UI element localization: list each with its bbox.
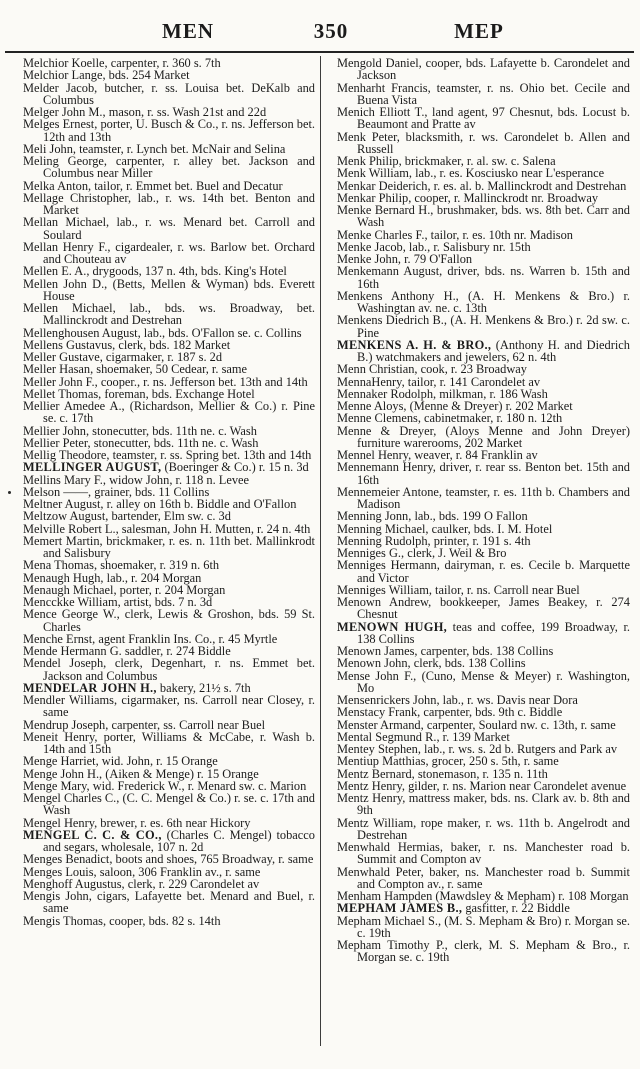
directory-entry: Mellier John, stonecutter, bds. 11th ne. c. Wash (23, 423, 257, 438)
directory-entry: Meling George, carpenter, r. alley bet. Jackson and Columbus near Miller (23, 154, 315, 181)
directory-entry: Mental Segmund R., r. 139 Market (337, 729, 510, 744)
entry-name-bold: MENGEL C. C. & CO., (23, 827, 162, 842)
directory-entry: Mepham Timothy P., clerk, M. S. Mepham & Bro., r. Morgan se. c. 19th (337, 938, 630, 965)
directory-entry: Mentey Stephen, lab., r. ws. s. 2d b. Rutgers and Park av (337, 742, 618, 756)
directory-entry: MENOWN HUGH, teas and coffee, 199 Broadway, r. 138 Collins (337, 619, 631, 646)
directory-entry: Mennaker Rodolph, milkman, r. 186 Wash (337, 386, 548, 401)
directory-entry: Mendler Williams, cigarmaker, ns. Carroll near Closey, r. same (23, 693, 315, 720)
directory-entry: Menke John, r. 79 O'Fallon (337, 252, 473, 266)
directory-entry: Menwhald Hermias, baker, r. ns. Manchester road b. Summit and Compton av (337, 840, 630, 867)
directory-entry: Menk Philip, brickmaker, r. al. sw. c. Salena (337, 154, 556, 168)
directory-entry: Mendel Joseph, clerk, Degenhart, r. ns. Emmet bet. Jackson and Columbus (23, 656, 315, 683)
directory-entry: Mellier Amedee A., (Richardson, Mellier & Co.) r. Pine se. c. 17th (23, 399, 315, 426)
directory-entry: Mellan Michael, lab., r. ws. Menard bet. Carroll and Soulard (23, 215, 315, 242)
directory-entry: Menown James, carpenter, bds. 138 Collins (337, 644, 554, 658)
header-right-guide-word: MEP (454, 19, 504, 43)
directory-entry: Menges Louis, saloon, 306 Franklin av., r. same (23, 864, 261, 879)
directory-entry: Menaugh Hugh, lab., r. 204 Morgan (23, 570, 202, 585)
directory-entry: Menharht Francis, teamster, r. ns. Ohio bet. Cecile and Buena Vista (337, 80, 630, 107)
directory-entry: Menning Michael, caulker, bds. I. M. Hotel (337, 521, 553, 536)
directory-entry: Melson ——, grainer, bds. 11 Collins (23, 486, 315, 498)
directory-entry: MENKENS A. H. & BRO., (Anthony H. and Diedrich B.) watchmakers and jewelers, 62 n. 4th (337, 337, 630, 364)
directory-entry: Mepham Michael S., (M. S. Mepham & Bro) r. Morgan se. c. 19th (337, 913, 630, 940)
entry-name-bold: MENKENS A. H. & BRO., (337, 337, 492, 352)
directory-entry: Menniges G., clerk, J. Weil & Bro (337, 546, 507, 560)
directory-entry: Mellig Theodore, teamster, r. ss. Spring bet. 13th and 14th (23, 448, 312, 462)
directory-entry: Menn Christian, cook, r. 23 Broadway (337, 362, 527, 377)
directory-entry: Menwhald Peter, baker, ns. Manchester road b. Summit and Compton av., r. same (337, 864, 630, 891)
directory-entry: Mellet Thomas, foreman, bds. Exchange Hotel (23, 386, 255, 401)
directory-entry: Menge John H., (Aiken & Menge) r. 15 Orange (23, 766, 259, 781)
directory-entry: Meltner August, r. alley on 16th b. Biddle and O'Fallon (23, 497, 297, 511)
directory-entry: Menge Harriet, wid. John, r. 15 Orange (23, 754, 218, 769)
directory-entry: Meneit Henry, porter, Williams & McCabe, r. Wash b. 14th and 15th (23, 729, 315, 756)
directory-entry: Menich Elliott T., land agent, 97 Chesnut, bds. Locust b. Beaumont and Pratte av (337, 105, 630, 132)
entry-name-bold: MENOWN HUGH, (337, 619, 448, 634)
directory-entry: Menster Armand, carpenter, Soulard nw. c. 13th, r. same (337, 717, 616, 732)
directory-entry: Menne & Dreyer, (Aloys Menne and John Dreyer) furniture warerooms, 202 Market (337, 423, 630, 450)
column-divider (320, 56, 321, 1046)
directory-entry: Mentiup Matthias, grocer, 250 s. 5th, r. same (337, 754, 559, 769)
directory-entry: Mentz Bernard, stonemason, r. 135 n. 11th (337, 766, 548, 781)
directory-entry: Melchior Koelle, carpenter, r. 360 s. 7th (23, 56, 221, 70)
directory-entry: Menniges Hermann, dairyman, r. es. Cecile b. Marquette and Victor (337, 558, 630, 585)
directory-entry: Menne Clemens, cabinetmaker, r. 180 n. 12th (337, 411, 563, 426)
directory-entry: Menniges William, tailor, r. ns. Carroll near Buel (337, 582, 580, 597)
directory-entry: Menk Peter, blacksmith, r. ws. Carondelet b. Allen and Russell (337, 129, 630, 156)
directory-entry: Menown Andrew, bookkeeper, James Beakey, r. 274 Chesnut (337, 595, 630, 622)
directory-entry: Menke Jacob, lab., r. Salisbury nr. 15th (337, 239, 531, 254)
directory-entry: Menche Ernst, agent Franklin Ins. Co., r. 45 Myrtle (23, 631, 278, 646)
directory-entry: Mellage Christopher, lab., r. ws. 14th bet. Benton and Market (23, 190, 315, 217)
directory-entry: Menkar Deiderich, r. es. al. b. Mallinckrodt and Destrehan (337, 178, 627, 193)
directory-entry: Mentz Henry, gilder, r. ns. Marion near Carondelet avenue (337, 778, 627, 793)
directory-entry: Menaugh Michael, porter, r. 204 Morgan (23, 582, 226, 597)
directory-entry: Menning Rudolph, printer, r. 191 s. 4th (337, 533, 531, 548)
directory-entry: Menkens Anthony H., (A. H. Menkens & Bro.) r. Washingtan av. ne. c. 13th (337, 288, 630, 315)
directory-entry: Melder Jacob, butcher, r. ss. Louisa bet. DeKalb and Columbus (23, 80, 315, 107)
entry-name-bold: MELLINGER AUGUST, (23, 460, 162, 475)
directory-entry: Mende Hermann G. saddler, r. 274 Biddle (23, 644, 231, 658)
directory-entry: Mena Thomas, shoemaker, r. 319 n. 6th (23, 558, 220, 573)
directory-entry: MENGEL C. C. & CO., (Charles C. Mengel) tobacco and segars, wholesale, 107 n. 2d (23, 827, 315, 854)
directory-entry: MennaHenry, tailor, r. 141 Carondelet av (337, 374, 541, 389)
directory-entry: Memert Martin, brickmaker, r. es. n. 11th bet. Mallinkrodt and Salisbury (23, 533, 315, 560)
directory-entry: Mennel Henry, weaver, r. 84 Franklin av (337, 448, 538, 462)
entry-name-bold: MENDELAR JOHN H., (23, 680, 157, 695)
directory-entry: Meller John F., cooper., r. ns. Jefferson bet. 13th and 14th (23, 374, 308, 389)
directory-entry: Menk William, lab., r. es. Kosciusko near L'esperance (337, 166, 605, 181)
directory-entry: Mencckke William, artist, bds. 7 n. 3d (23, 595, 213, 609)
header-rule (5, 51, 634, 53)
directory-entry: Mensenrickers John, lab., r. ws. Davis near Dora (337, 693, 578, 707)
directory-entry: Menke Bernard H., brushmaker, bds. ws. 8th bet. Carr and Wash (337, 203, 630, 230)
directory-entry: Mence George W., clerk, Lewis & Groshon, bds. 59 St. Charles (23, 607, 315, 634)
directory-entry: Meller Gustave, cigarmaker, r. 187 s. 2d (23, 350, 223, 364)
directory-entry: Mense John F., (Cuno, Mense & Meyer) r. Washington, Mo (337, 668, 630, 695)
directory-entry: Mentz Henry, mattress maker, bds. ns. Clark av. b. 8th and 9th (337, 791, 630, 818)
directory-entry: MELLINGER AUGUST, (Boeringer & Co.) r. 15 n. 3d (23, 460, 309, 475)
directory-entry: MENDELAR JOHN H., bakery, 21½ s. 7th (23, 680, 251, 695)
directory-entry: Melges Ernest, porter, U. Busch & Co., r. ns. Jefferson bet. 12th and 13th (23, 117, 315, 144)
directory-entry: Meltzow August, bartender, Elm sw. c. 3d (23, 509, 231, 524)
right-column (337, 57, 630, 964)
directory-entry: Melville Robert L., salesman, John H. Mutten, r. 24 n. 4th (23, 521, 311, 536)
left-column (23, 57, 315, 927)
directory-entry: Mentz William, rope maker, r. ws. 11th b. Angelrodt and Destrehan (337, 815, 630, 842)
entry-name-bold: MEPHAM JAMES B., (337, 901, 463, 916)
directory-entry: Mellen E. A., drygoods, 137 n. 4th, bds. King's Hotel (23, 264, 287, 279)
directory-entry: Menstacy Frank, carpenter, bds. 9th c. Biddle (337, 705, 563, 720)
page-header (0, 0, 640, 52)
directory-entry: Menges Benadict, boots and shoes, 765 Broadway, r. same (23, 852, 314, 867)
directory-entry: Mellen Michael, lab., bds. ws. Broadway, bet. Mallinckrodt and Destrehan (23, 301, 315, 328)
directory-entry: Menham Hampden (Mawdsley & Mepham) r. 108 Morgan (337, 889, 629, 903)
directory-entry: Menge Mary, wid. Frederick W., r. Menard sw. c. Marion (23, 778, 307, 793)
directory-entry: Mellen John D., (Betts, Mellen & Wyman) bds. Everett House (23, 276, 315, 303)
directory-entry: MEPHAM JAMES B., gasfitter, r. 22 Biddle (337, 901, 570, 916)
directory-entry: Mennemann Henry, driver, r. rear ss. Benton bet. 15th and 16th (337, 460, 630, 487)
directory-entry: Mendrup Joseph, carpenter, ss. Carroll near Buel (23, 717, 266, 732)
page-number: 350 (313, 19, 349, 43)
margin-dot (8, 491, 11, 494)
directory-entry: Menning Jonn, lab., bds. 199 O Fallon (337, 509, 528, 524)
directory-entry: Menghoff Augustus, clerk, r. 229 Carondelet av (23, 876, 260, 891)
directory-entry: Mellier Peter, stonecutter, bds. 11th ne. c. Wash (23, 435, 259, 450)
directory-entry: Melger John M., mason, r. ss. Wash 21st and 22d (23, 105, 267, 119)
directory-entry: Menkens Diedrich B., (A. H. Menkens & Bro.) r. 2d sw. c. Pine (337, 313, 630, 340)
directory-entry: Melchior Lange, bds. 254 Market (23, 68, 190, 83)
directory-entry: Mengel Charles C., (C. C. Mengel & Co.) r. se. c. 17th and Wash (23, 791, 315, 818)
directory-entry: Mengel Henry, brewer, r. es. 6th near Hickory (23, 815, 251, 830)
directory-entry: Mengis Thomas, cooper, bds. 82 s. 14th (23, 913, 221, 928)
directory-entry: Meller Hasan, shoemaker, 50 Cedear, r. same (23, 362, 248, 377)
directory-entry: Menkemann August, driver, bds. ns. Warren b. 15th and 16th (337, 264, 630, 291)
directory-entry: Menke Charles F., tailor, r. es. 10th nr. Madison (337, 227, 573, 242)
directory-entry: Meli John, teamster, r. Lynch bet. McNair and Selina (23, 141, 286, 156)
directory-entry: Menown John, clerk, bds. 138 Collins (337, 656, 526, 671)
directory-entry: Mellens Gustavus, clerk, bds. 182 Market (23, 337, 231, 352)
directory-entry: Menkar Philip, cooper, r. Mallinckrodt nr. Broadway (337, 190, 599, 205)
directory-entry: Mellan Henry F., cigardealer, r. ws. Barlow bet. Orchard and Chouteau av (23, 239, 315, 266)
directory-entry: Menne Aloys, (Menne & Dreyer) r. 202 Market (337, 399, 573, 413)
directory-entry: Mengold Daniel, cooper, bds. Lafayette b. Carondelet and Jackson (337, 56, 630, 83)
header-left-guide-word: MEN (162, 19, 214, 43)
directory-entry: Mengis John, cigars, Lafayette bet. Menard and Buel, r. same (23, 889, 315, 916)
directory-entry: Melka Anton, tailor, r. Emmet bet. Buel and Decatur (23, 178, 283, 193)
directory-entry: Mellenghousen August, lab., bds. O'Fallon se. c. Collins (23, 325, 302, 340)
directory-entry: Mellins Mary F., widow John, r. 118 n. Levee (23, 472, 250, 487)
directory-entry: Mennemeier Antone, teamster, r. es. 11th b. Chambers and Madison (337, 484, 630, 511)
